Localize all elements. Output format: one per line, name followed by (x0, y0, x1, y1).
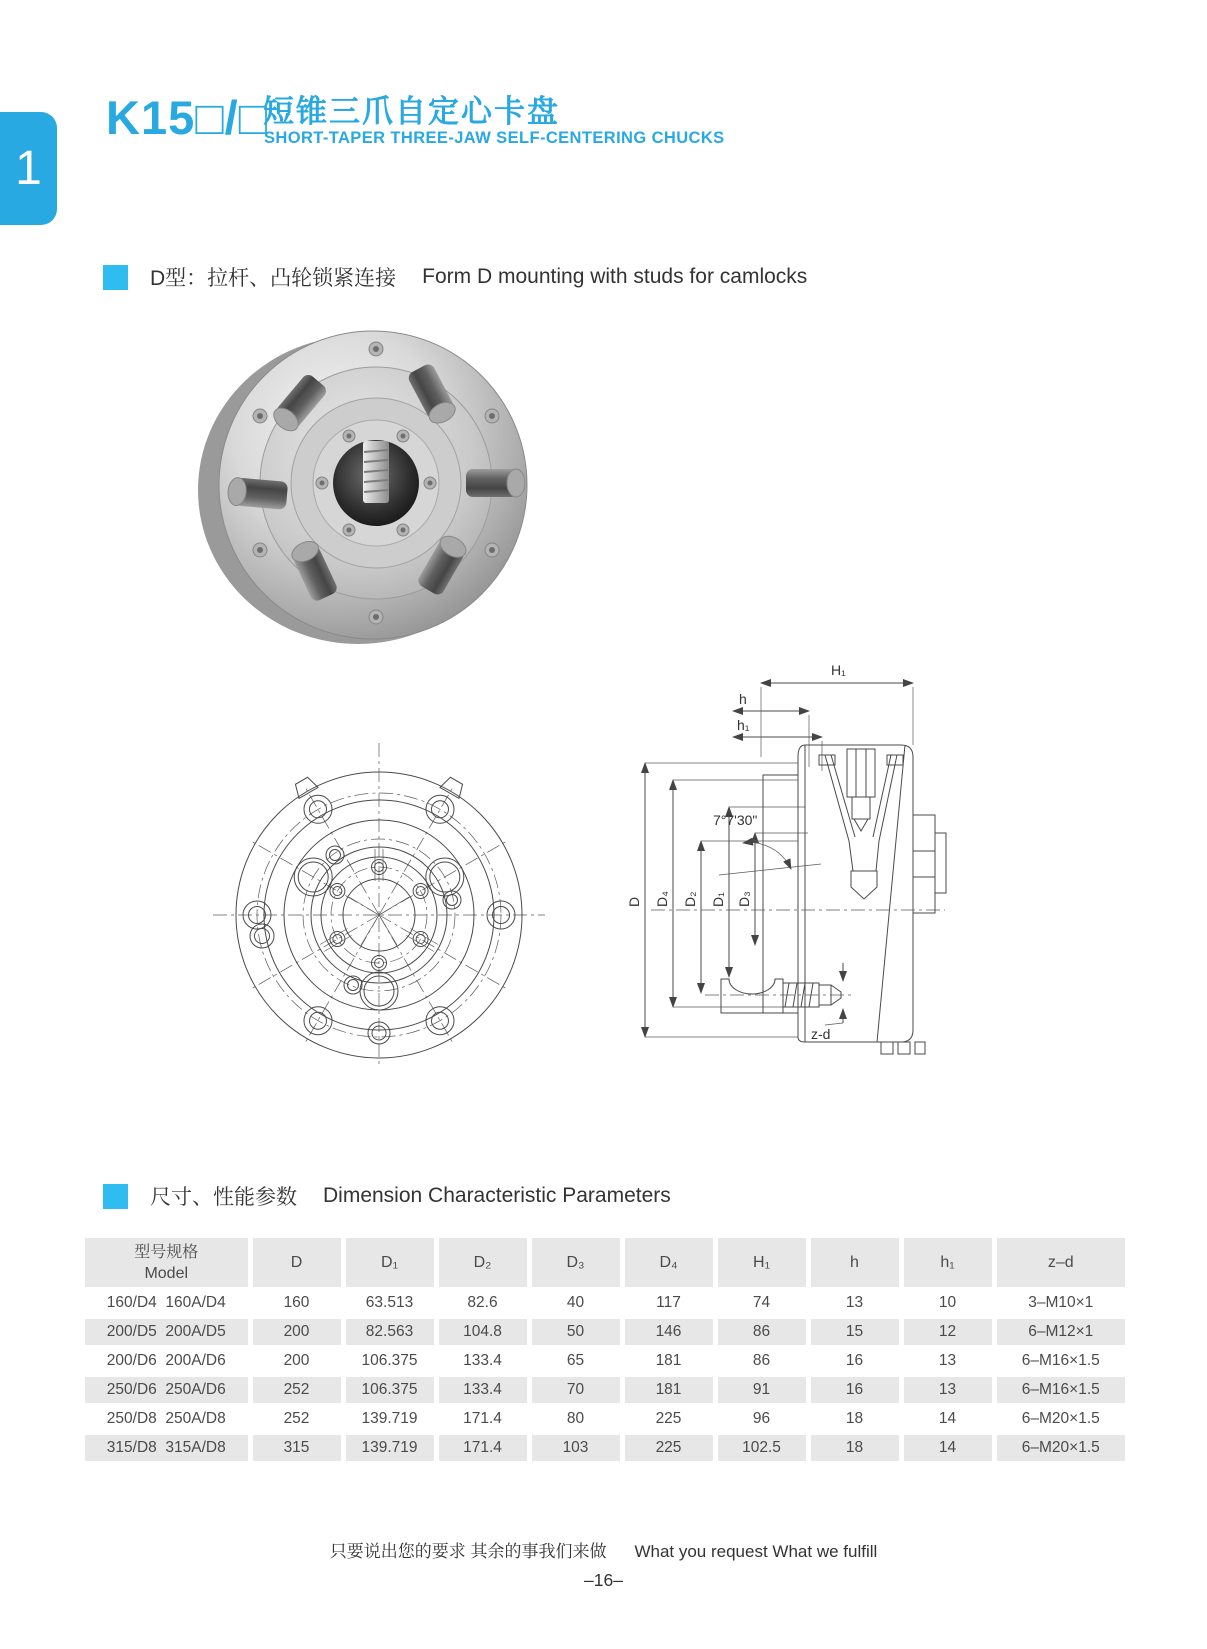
value-cell: 200 (250, 1347, 343, 1376)
value-cell: 13 (901, 1347, 994, 1376)
model-cell: 160/D4 160A/D4 (85, 1289, 250, 1318)
table-body (85, 1289, 1125, 1463)
dim-label-h: h (739, 691, 747, 707)
column-header: h₁ (901, 1238, 994, 1289)
center-bolt (363, 441, 389, 503)
section-mounting-zh: D型：拉杆、凸轮锁紧连接 (150, 267, 397, 290)
value-cell: 70 (529, 1376, 622, 1405)
value-cell: 10 (901, 1289, 994, 1318)
dim-label-zd: z-d (811, 1026, 831, 1042)
model-cell: 250/D6 250A/D6 (85, 1376, 250, 1405)
value-cell: 252 (250, 1376, 343, 1405)
cross-section-drawing (593, 645, 950, 1063)
front-view-drawing (213, 735, 545, 1067)
dim-label-D2: D₂ (682, 891, 698, 907)
value-cell: 102.5 (715, 1434, 808, 1463)
table-row (85, 1376, 1125, 1405)
section-dimensions-heading (103, 1181, 671, 1211)
dim-label-D4: D₄ (654, 891, 670, 907)
column-header: D₃ (529, 1238, 622, 1289)
value-cell: 6–M12×1 (994, 1318, 1125, 1347)
column-header-model-en: Model (144, 1264, 189, 1282)
value-cell: 16 (808, 1347, 901, 1376)
value-cell: 225 (622, 1434, 715, 1463)
value-cell: 82.6 (436, 1289, 529, 1318)
section-bullet-icon (103, 265, 128, 290)
value-cell: 16 (808, 1376, 901, 1405)
section-dimensions-en: Dimension Characteristic Parameters (323, 1184, 671, 1207)
value-cell: 106.375 (343, 1347, 436, 1376)
value-cell: 91 (715, 1376, 808, 1405)
value-cell: 86 (715, 1318, 808, 1347)
dim-label-angle: 7°7'30" (713, 812, 758, 828)
value-cell: 65 (529, 1347, 622, 1376)
dim-label-H1: H₁ (831, 662, 846, 678)
value-cell: 133.4 (436, 1347, 529, 1376)
value-cell: 80 (529, 1405, 622, 1434)
table-row (85, 1347, 1125, 1376)
page-number: –16– (584, 1570, 623, 1590)
page-subtitle: SHORT-TAPER THREE-JAW SELF-CENTERING CHUCKS (264, 129, 725, 147)
footer-slogan-en: What you request What we fulfill (634, 1542, 878, 1561)
value-cell: 14 (901, 1434, 994, 1463)
column-header: H₁ (715, 1238, 808, 1289)
dim-label-D3: D₃ (736, 891, 752, 907)
column-header: z–d (994, 1238, 1125, 1289)
dimension-table (85, 1238, 1125, 1464)
value-cell: 160 (250, 1289, 343, 1318)
chapter-number: 1 (15, 142, 42, 195)
model-cell: 200/D6 200A/D6 (85, 1347, 250, 1376)
value-cell: 252 (250, 1405, 343, 1434)
dim-label-D1: D₁ (710, 892, 726, 907)
column-header: D₄ (622, 1238, 715, 1289)
value-cell: 96 (715, 1405, 808, 1434)
value-cell: 74 (715, 1289, 808, 1318)
value-cell: 139.719 (343, 1405, 436, 1434)
value-cell: 181 (622, 1376, 715, 1405)
column-header: D (250, 1238, 343, 1289)
value-cell: 117 (622, 1289, 715, 1318)
value-cell: 6–M20×1.5 (994, 1405, 1125, 1434)
table-row (85, 1434, 1125, 1463)
value-cell: 63.513 (343, 1289, 436, 1318)
section-mounting-heading (103, 262, 807, 292)
value-cell: 13 (901, 1376, 994, 1405)
value-cell: 18 (808, 1405, 901, 1434)
table-header-row (85, 1238, 1125, 1289)
dim-label-D: D (626, 896, 642, 907)
value-cell: 103 (529, 1434, 622, 1463)
value-cell: 171.4 (436, 1434, 529, 1463)
column-header: D₁ (343, 1238, 436, 1289)
value-cell: 104.8 (436, 1318, 529, 1347)
dim-label-h1: h₁ (737, 717, 750, 733)
value-cell: 14 (901, 1405, 994, 1434)
value-cell: 6–M20×1.5 (994, 1434, 1125, 1463)
column-header-model-zh: 型号规格 (134, 1243, 199, 1261)
page-title: 短锥三爪自定心卡盘 (263, 94, 560, 129)
section-mounting-en: Form D mounting with studs for camlocks (422, 265, 808, 288)
product-model-code: K15□/□ (106, 91, 269, 144)
value-cell: 315 (250, 1434, 343, 1463)
section-dimensions-zh: 尺寸、性能参数 (150, 1186, 297, 1209)
table-row (85, 1405, 1125, 1434)
model-cell: 200/D5 200A/D5 (85, 1318, 250, 1347)
chapter-tab (0, 112, 57, 225)
value-cell: 6–M16×1.5 (994, 1376, 1125, 1405)
table-row (85, 1289, 1125, 1318)
value-cell: 40 (529, 1289, 622, 1318)
value-cell: 82.563 (343, 1318, 436, 1347)
model-cell: 315/D8 315A/D8 (85, 1434, 250, 1463)
value-cell: 12 (901, 1318, 994, 1347)
value-cell: 200 (250, 1318, 343, 1347)
value-cell: 86 (715, 1347, 808, 1376)
value-cell: 18 (808, 1434, 901, 1463)
value-cell: 3–M10×1 (994, 1289, 1125, 1318)
column-header: D₂ (436, 1238, 529, 1289)
value-cell: 50 (529, 1318, 622, 1347)
table-row (85, 1318, 1125, 1347)
value-cell: 171.4 (436, 1405, 529, 1434)
value-cell: 6–M16×1.5 (994, 1347, 1125, 1376)
value-cell: 146 (622, 1318, 715, 1347)
chuck-photo (182, 323, 554, 650)
model-cell: 250/D8 250A/D8 (85, 1405, 250, 1434)
footer-slogan (0, 1537, 1207, 1562)
value-cell: 133.4 (436, 1376, 529, 1405)
value-cell: 13 (808, 1289, 901, 1318)
value-cell: 225 (622, 1405, 715, 1434)
value-cell: 15 (808, 1318, 901, 1347)
column-header: h (808, 1238, 901, 1289)
value-cell: 181 (622, 1347, 715, 1376)
column-header-model (85, 1238, 250, 1289)
footer-slogan-zh: 只要说出您的要求 其余的事我们来做 (329, 1542, 607, 1561)
value-cell: 106.375 (343, 1376, 436, 1405)
section-bullet-icon (103, 1184, 128, 1209)
value-cell: 139.719 (343, 1434, 436, 1463)
